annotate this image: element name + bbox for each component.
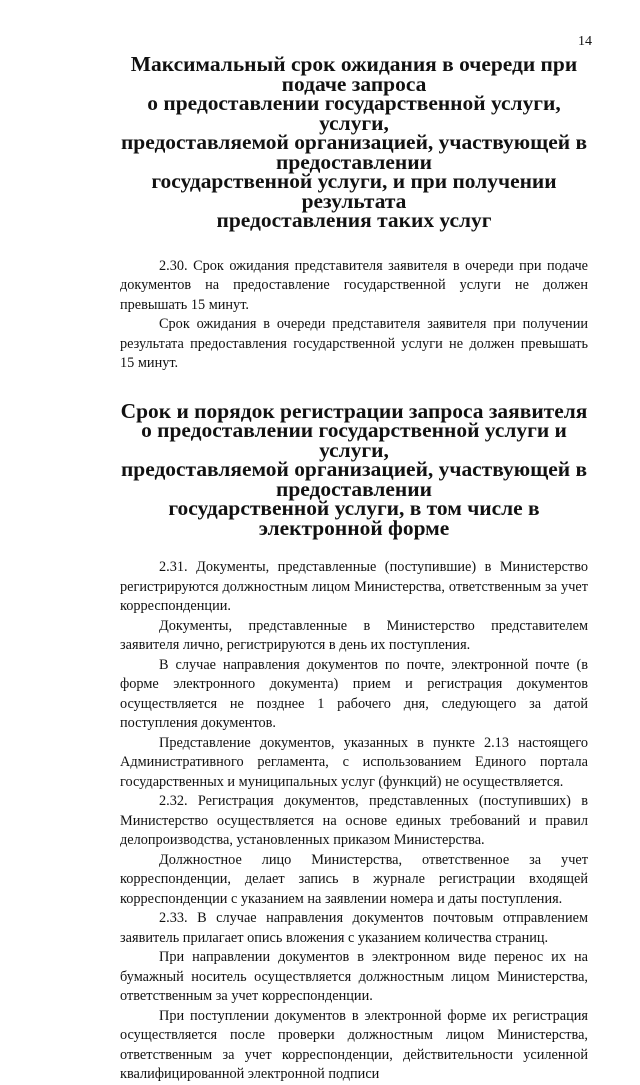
heading-line: предоставления таких услуг [216,208,492,232]
paragraph: В случае направления документов по почте, электронной почте (в форме электронного документа) прием и регистрация документов осуществляется не позднее 1 рабочего дня, следующего за датой поступления документов. [120,656,588,731]
paragraph-2-32: 2.32. Регистрация документов, представленных (поступивших) в Министерство осуществляется на основе единых требований и правил делопроизводства, установленных приказом Министерства. [120,793,588,848]
document-body [120,52,588,1085]
paragraph-2-33: 2.33. В случае направления документов почтовым отправлением заявитель прилагает опись вложения с указанием количества страниц. [120,910,588,946]
heading-line: государственной услуги, в том числе в электронной форме [168,496,540,540]
paragraph: Должностное лицо Министерства, ответственное за учет корреспонденции, делает запись в журнале регистрации входящей корреспонденции с указанием на заявлении номера и даты поступления. [120,851,588,907]
paragraph: Документы, представленные в Министерство представителем заявителя лично, регистрируются в день их поступления. [120,617,588,653]
paragraph: Срок ожидания в очереди представителя заявителя при получении результата предоставления государственной услуги не должен превышать 15 минут. [120,316,588,371]
heading-line: предоставляемой организацией, участвующей в предоставлении [120,457,588,501]
section-heading-registration [120,398,588,540]
paragraph: Представление документов, указанных в пункте 2.13 настоящего Административного регламента, с использованием Единого портала государственных и муниципальных услуг (функций) не осуществляется. [120,734,588,790]
heading-line: Срок и порядок регистрации запроса заявителя [120,398,588,423]
paragraph: При поступлении документов в электронной форме их регистрация осуществляется после проверки должностным лицом Министерства, ответственным за учет корреспонденции, действительности усиленной квалифицированной электронной подписи [120,1007,588,1082]
page-number: 14 [578,34,592,49]
heading-line: о предоставлении государственной услуги, услуги, [147,91,561,135]
paragraph-2-31: 2.31. Документы, представленные (поступившие) в Министерство регистрируются должностным лицом Министерства, ответственным за учет корреспонденции. [120,559,588,614]
paragraph: При направлении документов в электронном виде перенос их на бумажный носитель осуществляется должностным лицом Министерства, ответственным за учет корреспонденции. [120,949,588,1004]
heading-line: предоставляемой организацией, участвующей в предоставлении [120,130,588,174]
paragraph-2-30: 2.30. Срок ожидания представителя заявителя в очереди при подаче документов на предоставление государственной услуги не должен превышать 15 минут. [120,257,588,313]
heading-line: о предоставлении государственной услуги и услуги, [141,418,567,462]
section-heading-waiting-time [120,52,588,232]
heading-line: государственной услуги, и при получении результата [151,169,557,213]
heading-line: Максимальный срок ожидания в очереди при подаче запроса [130,52,578,96]
